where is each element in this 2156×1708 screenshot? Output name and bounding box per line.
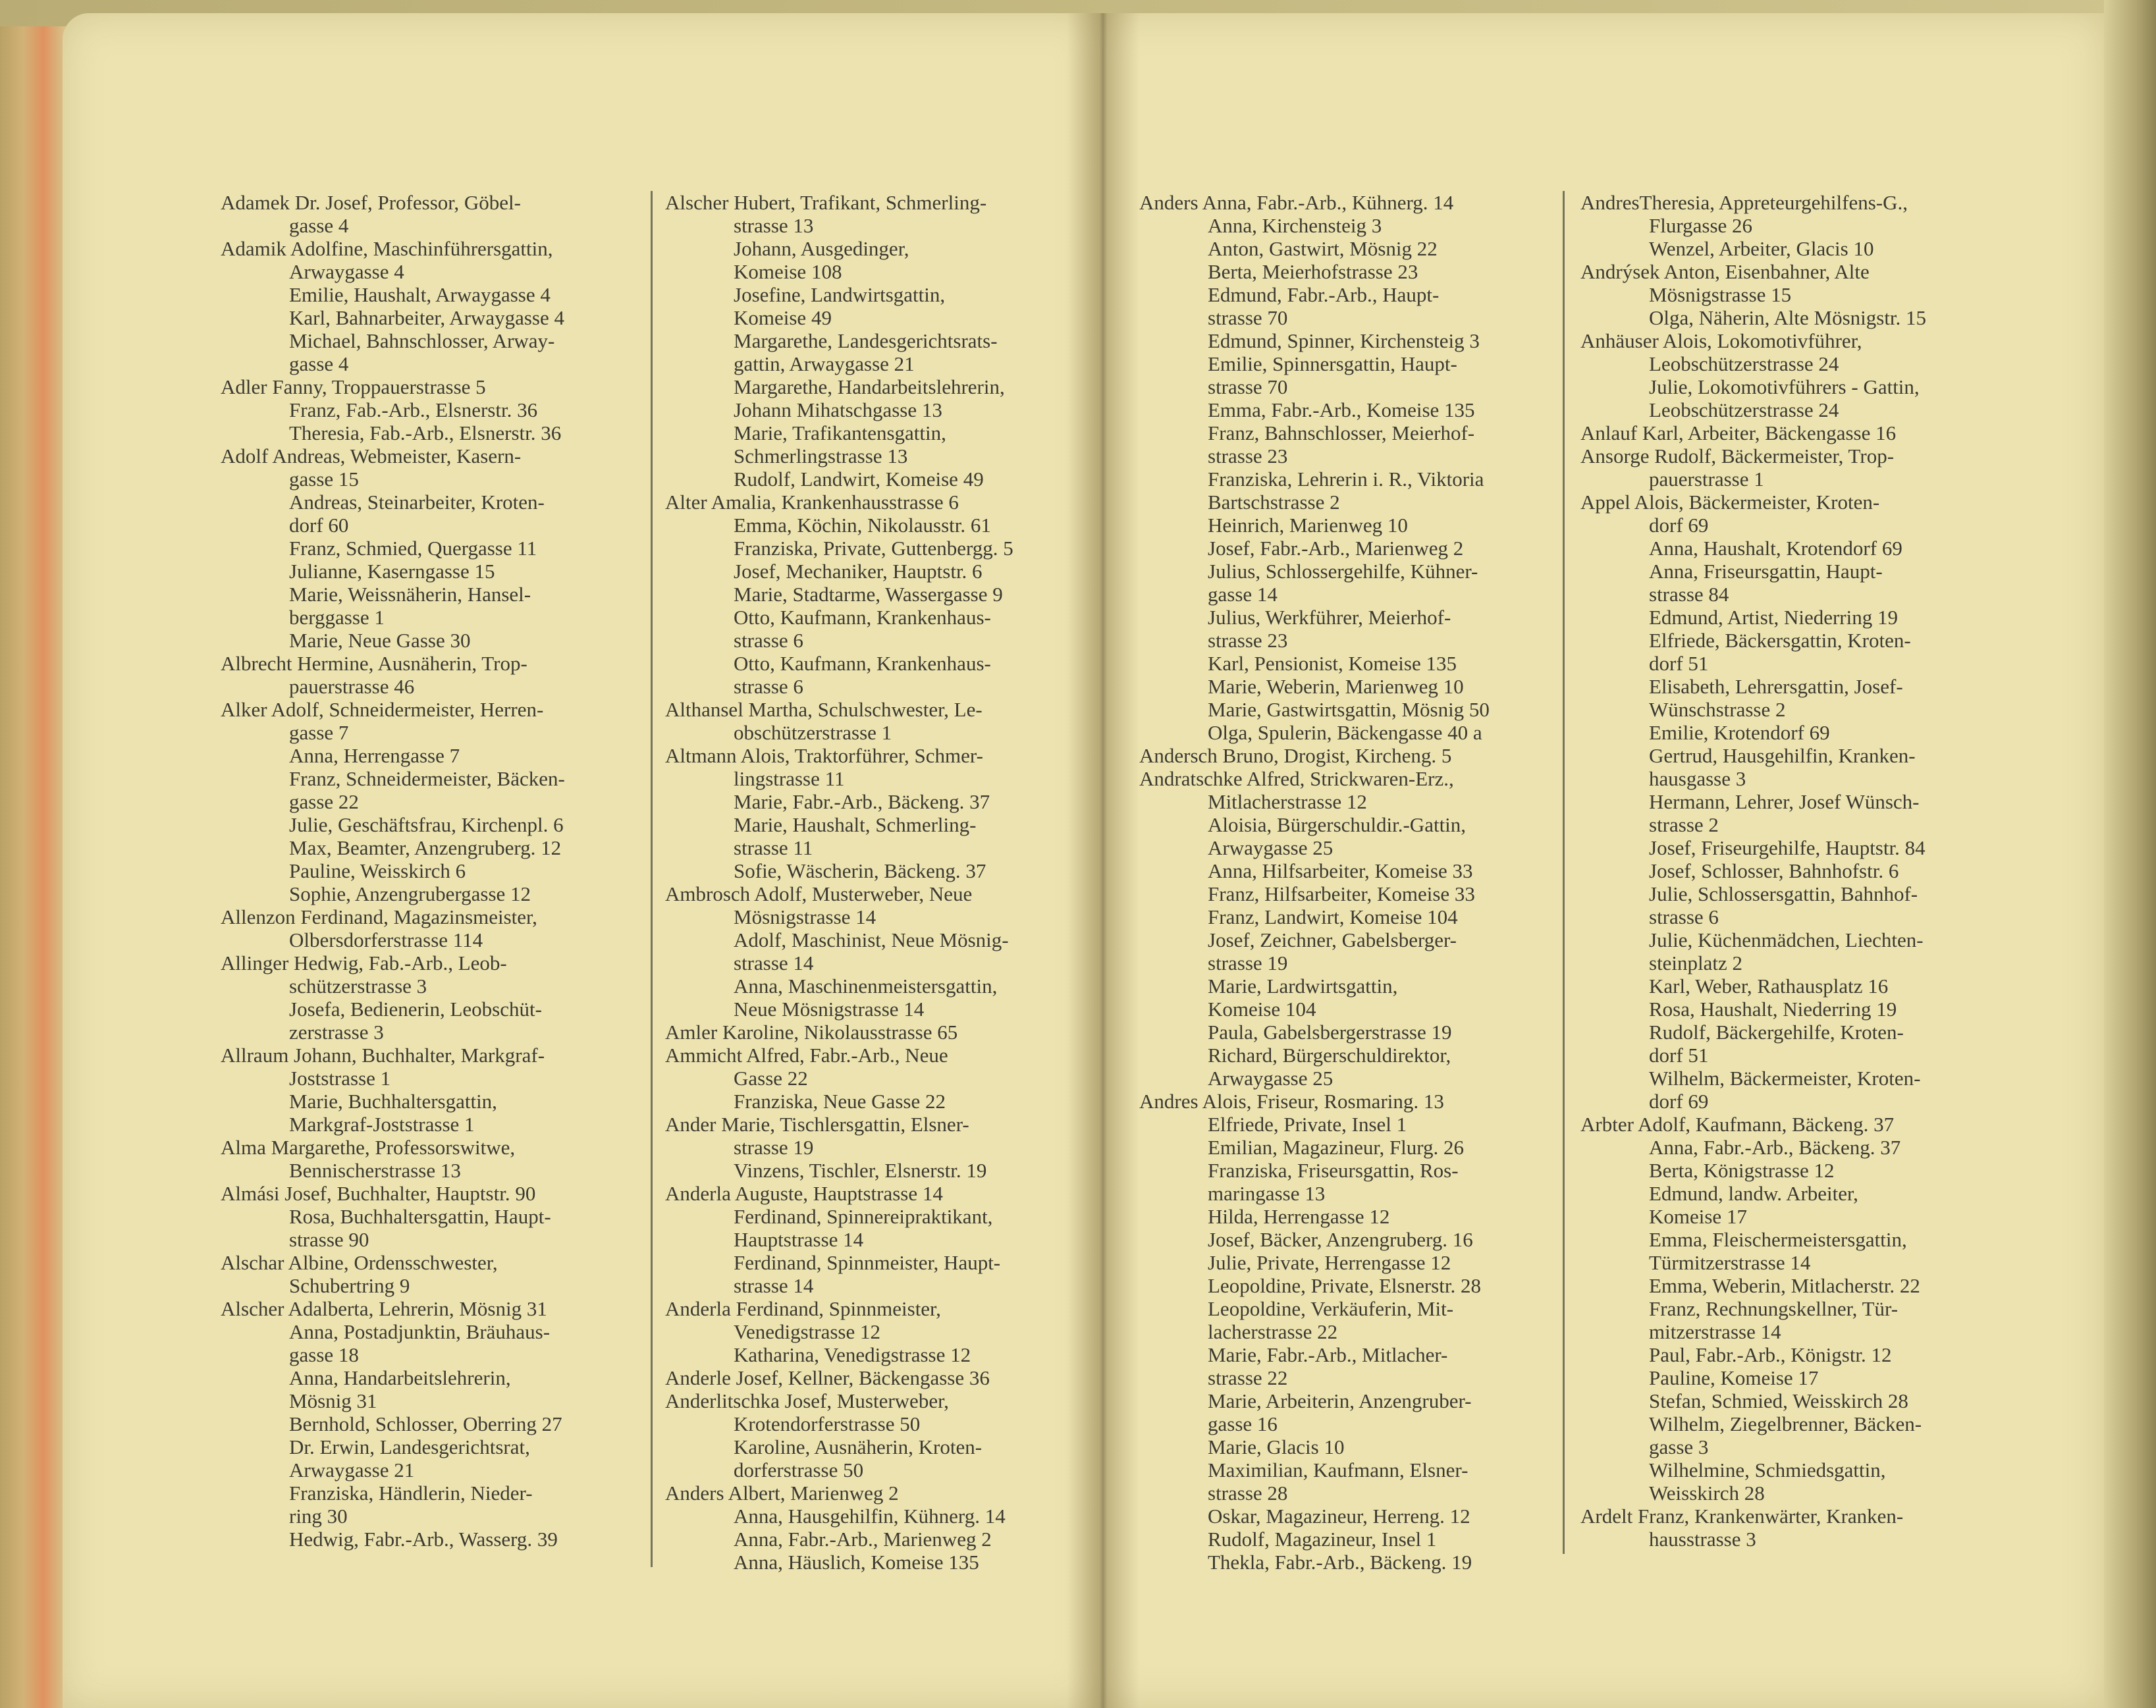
directory-subentry: Emma, Weberin, Mitlacherstr. 22 <box>1649 1274 1920 1297</box>
directory-subentry: Josef, Schlosser, Bahnhofstr. 6 <box>1649 859 1899 882</box>
directory-subentry: Elfriede, Private, Insel 1 <box>1208 1113 1407 1136</box>
directory-subentry: Maximilian, Kaufmann, Elsner- <box>1208 1458 1469 1481</box>
directory-subentry: zerstrasse 3 <box>289 1021 384 1044</box>
directory-subentry: Anna, Hilfsarbeiter, Komeise 33 <box>1208 859 1473 882</box>
directory-subentry: Rudolf, Magazineur, Insel 1 <box>1208 1528 1437 1551</box>
directory-subentry: Marie, Haushalt, Schmerling- <box>734 813 977 836</box>
directory-subentry: dorf 51 <box>1649 652 1709 675</box>
directory-subentry: gasse 3 <box>1649 1435 1709 1458</box>
directory-subentry: Adolf, Maschinist, Neue Mösnig- <box>734 928 1009 951</box>
directory-entry: Ammicht Alfred, Fabr.-Arb., Neue <box>665 1044 948 1067</box>
directory-entry: Anderlitschka Josef, Musterweber, <box>665 1389 949 1412</box>
directory-subentry: Edmund, landw. Arbeiter, <box>1649 1182 1858 1205</box>
directory-subentry: Bartschstrasse 2 <box>1208 491 1340 514</box>
directory-subentry: steinplatz 2 <box>1649 951 1743 974</box>
directory-subentry: Katharina, Venedigstrasse 12 <box>734 1343 971 1366</box>
directory-subentry: Arwaygasse 4 <box>289 260 404 283</box>
directory-subentry: hausgasse 3 <box>1649 767 1746 790</box>
directory-subentry: Wilhelm, Ziegelbrenner, Bäcken- <box>1649 1412 1922 1435</box>
directory-subentry: strasse 2 <box>1649 813 1719 836</box>
directory-subentry: mitzerstrasse 14 <box>1649 1320 1781 1343</box>
directory-entry: Anderla Ferdinand, Spinnmeister, <box>665 1297 941 1320</box>
directory-subentry: Wilhelm, Bäckermeister, Kroten- <box>1649 1067 1921 1090</box>
directory-subentry: Leopoldine, Verkäuferin, Mit- <box>1208 1297 1454 1320</box>
directory-entry: Arbter Adolf, Kaufmann, Bäckeng. 37 <box>1580 1113 1895 1136</box>
directory-subentry: dorferstrasse 50 <box>734 1458 864 1481</box>
directory-entry: Adamek Dr. Josef, Professor, Göbel- <box>221 191 521 214</box>
directory-subentry: Josefine, Landwirtsgattin, <box>734 283 946 306</box>
directory-subentry: Venedigstrasse 12 <box>734 1320 880 1343</box>
directory-subentry: Marie, Trafikantensgattin, <box>734 421 946 444</box>
directory-entry: Andratschke Alfred, Strickwaren-Erz., <box>1139 767 1454 790</box>
directory-subentry: Stefan, Schmied, Weisskirch 28 <box>1649 1389 1908 1412</box>
directory-subentry: Karoline, Ausnäherin, Kroten- <box>734 1435 983 1458</box>
directory-subentry: Anna, Häuslich, Komeise 135 <box>734 1551 979 1574</box>
directory-subentry: Dr. Erwin, Landesgerichtsrat, <box>289 1435 530 1458</box>
directory-subentry: gasse 16 <box>1208 1412 1278 1435</box>
directory-subentry: lacherstrasse 22 <box>1208 1320 1338 1343</box>
directory-entry: Andrýsek Anton, Eisenbahner, Alte <box>1580 260 1870 283</box>
directory-subentry: strasse 70 <box>1208 375 1288 398</box>
directory-entry: Albrecht Hermine, Ausnäherin, Trop- <box>221 652 527 675</box>
directory-subentry: Aloisia, Bürgerschuldir.-Gattin, <box>1208 813 1467 836</box>
directory-subentry: Komeise 108 <box>734 260 842 283</box>
directory-subentry: Berta, Königstrasse 12 <box>1649 1159 1835 1182</box>
directory-subentry: Franziska, Private, Guttenbergg. 5 <box>734 537 1013 560</box>
directory-subentry: Berta, Meierhofstrasse 23 <box>1208 260 1418 283</box>
directory-subentry: strasse 14 <box>734 951 814 974</box>
directory-entry: Ander Marie, Tischlersgattin, Elsner- <box>665 1113 969 1136</box>
directory-subentry: Neue Mösnigstrasse 14 <box>734 998 925 1021</box>
directory-subentry: Marie, Stadtarme, Wassergasse 9 <box>734 583 1003 606</box>
directory-subentry: Komeise 104 <box>1208 998 1316 1021</box>
directory-subentry: Türmitzerstrasse 14 <box>1649 1251 1811 1274</box>
directory-entry: Ardelt Franz, Krankenwärter, Kranken- <box>1580 1505 1904 1528</box>
directory-subentry: Julius, Werkführer, Meierhof- <box>1208 606 1451 629</box>
directory-subentry: lingstrasse 11 <box>734 767 845 790</box>
directory-subentry: dorf 60 <box>289 514 349 537</box>
directory-subentry: Josefa, Bedienerin, Leobschüt- <box>289 998 542 1021</box>
directory-subentry: Franz, Rechnungskellner, Tür- <box>1649 1297 1899 1320</box>
directory-subentry: Elfriede, Bäckersgattin, Kroten- <box>1649 629 1911 652</box>
directory-subentry: Thekla, Fabr.-Arb., Bäckeng. 19 <box>1208 1551 1472 1574</box>
directory-subentry: Rudolf, Bäckergehilfe, Kroten- <box>1649 1021 1904 1044</box>
directory-subentry: strasse 90 <box>289 1228 369 1251</box>
directory-entry: Anders Albert, Marienweg 2 <box>665 1481 899 1505</box>
directory-subentry: Anna, Maschinenmeistersgattin, <box>734 974 998 998</box>
directory-subentry: Mösnigstrasse 15 <box>1649 283 1792 306</box>
directory-subentry: obschützerstrasse 1 <box>734 721 892 744</box>
directory-entry: Allenzon Ferdinand, Magazinsmeister, <box>221 905 537 928</box>
directory-subentry: Rudolf, Landwirt, Komeise 49 <box>734 467 984 491</box>
directory-subentry: Mösnig 31 <box>289 1389 377 1412</box>
directory-subentry: Leopoldine, Private, Elsnerstr. 28 <box>1208 1274 1481 1297</box>
directory-subentry: Marie, Fabr.-Arb., Bäckeng. 37 <box>734 790 990 813</box>
directory-subentry: Franz, Landwirt, Komeise 104 <box>1208 905 1458 928</box>
directory-subentry: Sofie, Wäscherin, Bäckeng. 37 <box>734 859 986 882</box>
directory-subentry: Emilie, Spinnersgattin, Haupt- <box>1208 352 1457 375</box>
directory-entry: Almási Josef, Buchhalter, Hauptstr. 90 <box>221 1182 536 1205</box>
directory-subentry: Sophie, Anzengrubergasse 12 <box>289 882 531 905</box>
directory-subentry: Leobschützerstrasse 24 <box>1649 398 1839 421</box>
directory-subentry: Karl, Bahnarbeiter, Arwaygasse 4 <box>289 306 564 329</box>
directory-subentry: Wünschstrasse 2 <box>1649 698 1786 721</box>
directory-subentry: Arwaygasse 21 <box>289 1458 415 1481</box>
directory-subentry: strasse 13 <box>734 214 814 237</box>
directory-entry: Alscher Adalberta, Lehrerin, Mösnig 31 <box>221 1297 547 1320</box>
directory-subentry: Emilie, Haushalt, Arwaygasse 4 <box>289 283 551 306</box>
directory-subentry: pauerstrasse 1 <box>1649 467 1764 491</box>
directory-subentry: Vinzens, Tischler, Elsnerstr. 19 <box>734 1159 987 1182</box>
directory-entry: AndresTheresia, Appreteurgehilfens-G., <box>1580 191 1908 214</box>
directory-subentry: Elisabeth, Lehrersgattin, Josef- <box>1649 675 1903 698</box>
directory-subentry: Anna, Fabr.-Arb., Marienweg 2 <box>734 1528 992 1551</box>
directory-column-3 <box>1139 191 1564 1574</box>
directory-subentry: strasse 84 <box>1649 583 1729 606</box>
directory-subentry: Richard, Bürgerschuldirektor, <box>1208 1044 1451 1067</box>
directory-subentry: Wilhelmine, Schmiedsgattin, <box>1649 1458 1886 1481</box>
directory-subentry: strasse 6 <box>734 675 803 698</box>
directory-entry: Ansorge Rudolf, Bäckermeister, Trop- <box>1580 444 1895 467</box>
column-rule-left <box>651 191 653 1567</box>
directory-subentry: Julie, Private, Herrengasse 12 <box>1208 1251 1451 1274</box>
directory-subentry: Bernhold, Schlosser, Oberring 27 <box>289 1412 562 1435</box>
directory-entry: Anderle Josef, Kellner, Bäckengasse 36 <box>665 1366 990 1389</box>
directory-subentry: Paula, Gabelsbergerstrasse 19 <box>1208 1021 1452 1044</box>
directory-subentry: Arwaygasse 25 <box>1208 1067 1334 1090</box>
directory-subentry: gasse 22 <box>289 790 359 813</box>
directory-subentry: Emma, Köchin, Nikolausstr. 61 <box>734 514 991 537</box>
directory-subentry: Margarethe, Handarbeitslehrerin, <box>734 375 1005 398</box>
directory-subentry: Hauptstrasse 14 <box>734 1228 864 1251</box>
directory-subentry: Markgraf-Joststrasse 1 <box>289 1113 475 1136</box>
directory-subentry: Flurgasse 26 <box>1649 214 1753 237</box>
directory-subentry: Marie, Weberin, Marienweg 10 <box>1208 675 1464 698</box>
directory-column-4 <box>1580 191 2015 1551</box>
directory-subentry: Andreas, Steinarbeiter, Kroten- <box>289 491 545 514</box>
page-edges-right <box>2104 0 2156 1708</box>
directory-entry: Alschar Albine, Ordensschwester, <box>221 1251 498 1274</box>
directory-subentry: Komeise 49 <box>734 306 832 329</box>
directory-entry: Anhäuser Alois, Lokomotivführer, <box>1580 329 1862 352</box>
directory-subentry: Josef, Zeichner, Gabelsberger- <box>1208 928 1457 951</box>
directory-subentry: Ferdinand, Spinnereipraktikant, <box>734 1205 993 1228</box>
directory-subentry: Krotendorferstrasse 50 <box>734 1412 921 1435</box>
directory-subentry: dorf 69 <box>1649 1090 1709 1113</box>
directory-subentry: Edmund, Artist, Niederring 19 <box>1649 606 1898 629</box>
directory-subentry: Emma, Fabr.-Arb., Komeise 135 <box>1208 398 1475 421</box>
directory-entry: Andres Alois, Friseur, Rosmaring. 13 <box>1139 1090 1444 1113</box>
directory-subentry: gasse 15 <box>289 467 359 491</box>
directory-subentry: Komeise 17 <box>1649 1205 1747 1228</box>
directory-subentry: Anna, Friseursgattin, Haupt- <box>1649 560 1883 583</box>
directory-subentry: Marie, Fabr.-Arb., Mitlacher- <box>1208 1343 1448 1366</box>
directory-subentry: Julie, Lokomotivführers - Gattin, <box>1649 375 1920 398</box>
directory-subentry: strasse 23 <box>1208 629 1288 652</box>
directory-entry: Alscher Hubert, Trafikant, Schmerling- <box>665 191 987 214</box>
directory-subentry: Franz, Bahnschlosser, Meierhof- <box>1208 421 1475 444</box>
directory-subentry: Anna, Fabr.-Arb., Bäckeng. 37 <box>1649 1136 1901 1159</box>
directory-subentry: Otto, Kaufmann, Krankenhaus- <box>734 606 991 629</box>
directory-subentry: Edmund, Fabr.-Arb., Haupt- <box>1208 283 1440 306</box>
directory-subentry: Franz, Fab.-Arb., Elsnerstr. 36 <box>289 398 538 421</box>
directory-subentry: Mitlacherstrasse 12 <box>1208 790 1367 813</box>
directory-subentry: strasse 11 <box>734 836 813 859</box>
directory-subentry: Paul, Fabr.-Arb., Königstr. 12 <box>1649 1343 1892 1366</box>
directory-subentry: pauerstrasse 46 <box>289 675 415 698</box>
directory-subentry: Karl, Pensionist, Komeise 135 <box>1208 652 1457 675</box>
directory-subentry: Franz, Schneidermeister, Bäcken- <box>289 767 565 790</box>
directory-subentry: Anna, Kirchensteig 3 <box>1208 214 1382 237</box>
directory-subentry: Julie, Schlossersgattin, Bahnhof- <box>1649 882 1918 905</box>
directory-subentry: strasse 28 <box>1208 1481 1288 1505</box>
directory-subentry: Julius, Schlossergehilfe, Kühner- <box>1208 560 1478 583</box>
directory-subentry: hausstrasse 3 <box>1649 1528 1756 1551</box>
directory-subentry: Marie, Glacis 10 <box>1208 1435 1345 1458</box>
directory-subentry: Theresia, Fab.-Arb., Elsnerstr. 36 <box>289 421 562 444</box>
directory-subentry: Marie, Lardwirtsgattin, <box>1208 974 1398 998</box>
directory-subentry: Franziska, Friseursgattin, Ros- <box>1208 1159 1459 1182</box>
directory-subentry: Rosa, Buchhaltersgattin, Haupt- <box>289 1205 551 1228</box>
directory-subentry: dorf 69 <box>1649 514 1709 537</box>
directory-entry: Anlauf Karl, Arbeiter, Bäckengasse 16 <box>1580 421 1897 444</box>
directory-subentry: Mösnigstrasse 14 <box>734 905 876 928</box>
directory-subentry: Marie, Weissnäherin, Hansel- <box>289 583 531 606</box>
directory-subentry: gasse 18 <box>289 1343 359 1366</box>
directory-subentry: strasse 6 <box>1649 905 1719 928</box>
directory-entry: Alma Margarethe, Professorswitwe, <box>221 1136 516 1159</box>
directory-subentry: Hedwig, Fabr.-Arb., Wasserg. 39 <box>289 1528 558 1551</box>
directory-subentry: Emilian, Magazineur, Flurg. 26 <box>1208 1136 1465 1159</box>
directory-subentry: Anna, Hausgehilfin, Kühnerg. 14 <box>734 1505 1006 1528</box>
directory-subentry: Hermann, Lehrer, Josef Wünsch- <box>1649 790 1920 813</box>
directory-subentry: strasse 23 <box>1208 444 1288 467</box>
directory-subentry: Olga, Spulerin, Bäckengasse 40 a <box>1208 721 1482 744</box>
directory-entry: Adler Fanny, Troppauerstrasse 5 <box>221 375 486 398</box>
directory-subentry: gattin, Arwaygasse 21 <box>734 352 915 375</box>
directory-subentry: Anton, Gastwirt, Mösnig 22 <box>1208 237 1438 260</box>
directory-subentry: Franziska, Lehrerin i. R., Viktoria <box>1208 467 1484 491</box>
directory-subentry: strasse 19 <box>734 1136 814 1159</box>
directory-subentry: Josef, Bäcker, Anzengruberg. 16 <box>1208 1228 1473 1251</box>
directory-subentry: gasse 14 <box>1208 583 1278 606</box>
directory-entry: Alker Adolf, Schneidermeister, Herren- <box>221 698 544 721</box>
directory-subentry: Marie, Arbeiterin, Anzengruber- <box>1208 1389 1472 1412</box>
directory-subentry: Gasse 22 <box>734 1067 808 1090</box>
directory-subentry: berggasse 1 <box>289 606 385 629</box>
directory-subentry: Emilie, Krotendorf 69 <box>1649 721 1830 744</box>
directory-subentry: Margarethe, Landesgerichtsrats- <box>734 329 998 352</box>
directory-subentry: Pauline, Weisskirch 6 <box>289 859 466 882</box>
directory-subentry: dorf 51 <box>1649 1044 1709 1067</box>
directory-entry: Anderla Auguste, Hauptstrasse 14 <box>665 1182 943 1205</box>
directory-subentry: Olbersdorferstrasse 114 <box>289 928 483 951</box>
directory-subentry: Anna, Haushalt, Krotendorf 69 <box>1649 537 1902 560</box>
directory-entry: Ambrosch Adolf, Musterweber, Neue <box>665 882 973 905</box>
directory-subentry: Marie, Gastwirtsgattin, Mösnig 50 <box>1208 698 1490 721</box>
directory-entry: Adamik Adolfine, Maschinführersgattin, <box>221 237 553 260</box>
directory-subentry: Franz, Schmied, Quergasse 11 <box>289 537 537 560</box>
directory-entry: Amler Karoline, Nikolausstrasse 65 <box>665 1021 958 1044</box>
directory-entry: Allraum Johann, Buchhalter, Markgraf- <box>221 1044 545 1067</box>
directory-subentry: Oskar, Magazineur, Herreng. 12 <box>1208 1505 1470 1528</box>
directory-subentry: Anna, Herrengasse 7 <box>289 744 460 767</box>
directory-subentry: strasse 19 <box>1208 951 1288 974</box>
directory-subentry: Bennischerstrasse 13 <box>289 1159 461 1182</box>
directory-subentry: strasse 6 <box>734 629 803 652</box>
directory-subentry: Rosa, Haushalt, Niederring 19 <box>1649 998 1897 1021</box>
directory-subentry: Franziska, Neue Gasse 22 <box>734 1090 946 1113</box>
directory-subentry: gasse 4 <box>289 214 349 237</box>
directory-subentry: Julie, Geschäftsfrau, Kirchenpl. 6 <box>289 813 564 836</box>
directory-subentry: Wenzel, Arbeiter, Glacis 10 <box>1649 237 1874 260</box>
directory-subentry: Karl, Weber, Rathausplatz 16 <box>1649 974 1889 998</box>
directory-subentry: Marie, Buchhaltersgattin, <box>289 1090 497 1113</box>
directory-subentry: Hilda, Herrengasse 12 <box>1208 1205 1390 1228</box>
directory-subentry: Ferdinand, Spinnmeister, Haupt- <box>734 1251 1001 1274</box>
directory-subentry: Otto, Kaufmann, Krankenhaus- <box>734 652 991 675</box>
directory-entry: Altmann Alois, Traktorführer, Schmer- <box>665 744 983 767</box>
directory-subentry: Gertrud, Hausgehilfin, Kranken- <box>1649 744 1916 767</box>
directory-subentry: ring 30 <box>289 1505 348 1528</box>
directory-subentry: Schubertring 9 <box>289 1274 410 1297</box>
directory-entry: Appel Alois, Bäckermeister, Kroten- <box>1580 491 1880 514</box>
directory-subentry: Julianne, Kaserngasse 15 <box>289 560 495 583</box>
directory-subentry: Michael, Bahnschlosser, Arway- <box>289 329 555 352</box>
directory-column-2 <box>665 191 1087 1574</box>
directory-subentry: schützerstrasse 3 <box>289 974 427 998</box>
directory-subentry: Heinrich, Marienweg 10 <box>1208 514 1408 537</box>
column-rule-right <box>1563 191 1565 1554</box>
directory-entry: Andersch Bruno, Drogist, Kircheng. 5 <box>1139 744 1452 767</box>
directory-column-1 <box>221 191 642 1551</box>
directory-subentry: Johann, Ausgedinger, <box>734 237 909 260</box>
directory-subentry: gasse 4 <box>289 352 349 375</box>
directory-subentry: Johann Mihatschgasse 13 <box>734 398 942 421</box>
directory-entry: Adolf Andreas, Webmeister, Kasern- <box>221 444 522 467</box>
directory-subentry: Emma, Fleischermeistersgattin, <box>1649 1228 1907 1251</box>
directory-subentry: Josef, Mechaniker, Hauptstr. 6 <box>734 560 983 583</box>
directory-subentry: Leobschützerstrasse 24 <box>1649 352 1839 375</box>
directory-subentry: Weisskirch 28 <box>1649 1481 1765 1505</box>
directory-subentry: Josef, Fabr.-Arb., Marienweg 2 <box>1208 537 1464 560</box>
directory-subentry: Josef, Friseurgehilfe, Hauptstr. 84 <box>1649 836 1926 859</box>
directory-entry: Alter Amalia, Krankenhausstrasse 6 <box>665 491 959 514</box>
directory-subentry: Arwaygasse 25 <box>1208 836 1334 859</box>
directory-subentry: Pauline, Komeise 17 <box>1649 1366 1819 1389</box>
directory-subentry: Franziska, Händlerin, Nieder- <box>289 1481 533 1505</box>
directory-subentry: gasse 7 <box>289 721 349 744</box>
directory-subentry: strasse 14 <box>734 1274 814 1297</box>
directory-entry: Althansel Martha, Schulschwester, Le- <box>665 698 983 721</box>
directory-subentry: Max, Beamter, Anzengruberg. 12 <box>289 836 562 859</box>
directory-subentry: Olga, Näherin, Alte Mösnigstr. 15 <box>1649 306 1927 329</box>
directory-subentry: Marie, Neue Gasse 30 <box>289 629 471 652</box>
directory-subentry: strasse 70 <box>1208 306 1288 329</box>
directory-entry: Anders Anna, Fabr.-Arb., Kühnerg. 14 <box>1139 191 1454 214</box>
directory-entry: Allinger Hedwig, Fab.-Arb., Leob- <box>221 951 507 974</box>
directory-subentry: Edmund, Spinner, Kirchensteig 3 <box>1208 329 1480 352</box>
directory-subentry: Joststrasse 1 <box>289 1067 391 1090</box>
directory-subentry: maringasse 13 <box>1208 1182 1326 1205</box>
directory-subentry: Anna, Handarbeitslehrerin, <box>289 1366 511 1389</box>
directory-subentry: strasse 22 <box>1208 1366 1288 1389</box>
directory-subentry: Anna, Postadjunktin, Bräuhaus- <box>289 1320 551 1343</box>
directory-subentry: Schmerlingstrasse 13 <box>734 444 908 467</box>
directory-subentry: Julie, Küchenmädchen, Liechten- <box>1649 928 1924 951</box>
directory-subentry: Franz, Hilfsarbeiter, Komeise 33 <box>1208 882 1475 905</box>
